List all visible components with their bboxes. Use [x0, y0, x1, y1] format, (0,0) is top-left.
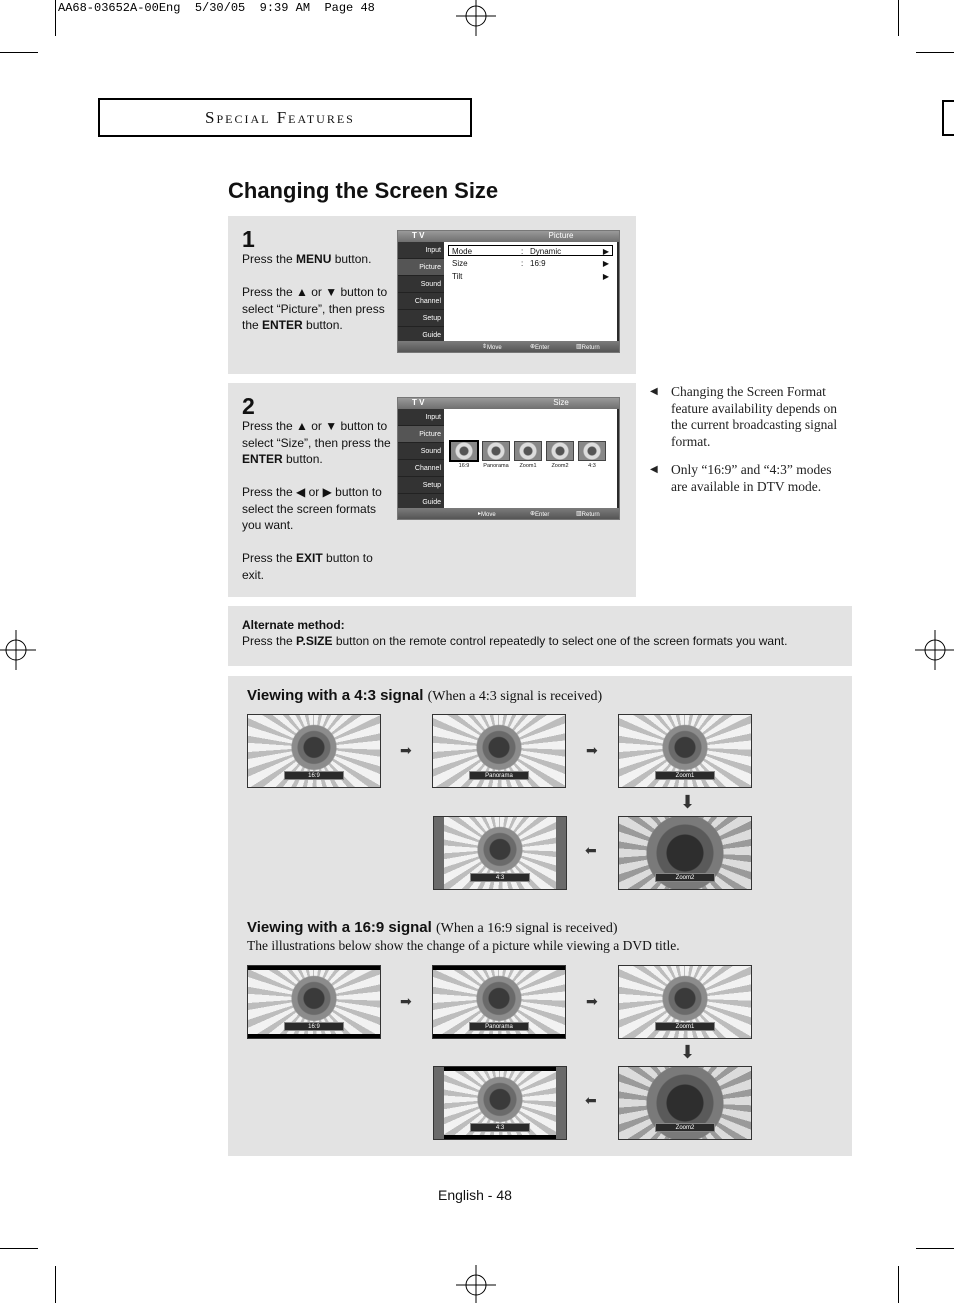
view169-picture-zoom1: Zoom1: [618, 965, 752, 1039]
crop-mark: [0, 1248, 38, 1249]
crop-mark: [55, 1266, 56, 1303]
menu-item-picture: Picture: [398, 259, 444, 276]
view43-picture-zoom1: Zoom1: [618, 714, 752, 788]
print-header: AA68-03652A-00Eng 5/30/05 9:39 AM Page 48: [58, 1, 375, 15]
menu-footer-bar: [398, 508, 619, 519]
view43-picture-16-9: 16:9: [247, 714, 381, 788]
menu-item-guide: Guide: [398, 327, 444, 344]
note-2: ◀ Only “16:9” and “4:3” modes are available in DTV mode.: [650, 462, 832, 494]
view169-picture-16-9: 16:9: [247, 965, 381, 1039]
view43-picture-zoom2: Zoom2: [618, 816, 752, 890]
menu-footer-bar: [398, 341, 619, 352]
registration-mark-icon: [456, 1265, 496, 1303]
arrow-down-icon: ⬇: [680, 1042, 696, 1062]
picture-menu-screen: T V Picture Input Picture Sound Channel Setup Guide Mode : Dynamic ▶ Size : 16:9 ▶ Tilt ▶ ⇕ Move ⊕ Enter ▥ Return: [397, 230, 620, 353]
menu-item-input: Input: [398, 242, 444, 259]
view169-picture-panorama: Panorama: [432, 965, 566, 1039]
menu-row-size: Size : 16:9 ▶: [452, 259, 609, 268]
enter-hint: ⊕ Enter: [530, 511, 550, 518]
arrow-right-icon: ➡: [400, 993, 412, 1009]
return-hint: ▥ Return: [576, 511, 600, 518]
size-thumb-zoom1: [514, 441, 542, 461]
registration-mark-icon: [915, 630, 954, 670]
section-title: Special Features: [205, 108, 355, 127]
alternate-title: Alternate method:: [242, 618, 345, 632]
menu-panel: [444, 242, 617, 341]
registration-mark-icon: [456, 0, 496, 36]
crop-mark: [55, 0, 56, 36]
size-thumb-panorama: [482, 441, 510, 461]
crop-mark: [0, 52, 38, 53]
menu-item-sound: Sound: [398, 276, 444, 293]
arrow-right-icon: ➡: [586, 742, 598, 758]
arrow-right-icon: ➡: [586, 993, 598, 1009]
arrow-down-icon: ⬇: [680, 792, 696, 812]
move-hint: ▸ Move: [478, 511, 496, 518]
arrow-right-icon: ➡: [400, 742, 412, 758]
menu-item-setup: Setup: [398, 477, 444, 494]
menu-sidebar: [398, 242, 444, 341]
size-thumb-16-9: [450, 441, 478, 461]
enter-hint: ⊕ Enter: [530, 344, 550, 351]
crop-mark: [898, 1266, 899, 1303]
alternate-text: Press the P.SIZE button on the remote control repeatedly to select one of the screen formats you want.: [242, 634, 788, 648]
section-header: [98, 98, 472, 137]
step-1-panel: [228, 216, 636, 374]
step-number: 1: [242, 226, 255, 252]
page-tab: [942, 100, 954, 136]
alternate-method-box: [228, 606, 852, 666]
step-1-text: Press the MENU button. Press the ▲ or ▼ button to select “Picture”, then press the ENTER button.: [242, 252, 388, 332]
crop-mark: [916, 52, 954, 53]
step-number: 2: [242, 393, 255, 419]
move-hint: ⇕ Move: [482, 344, 502, 351]
menu-item-sound: Sound: [398, 443, 444, 460]
menu-row-tilt: Tilt ▶: [452, 272, 609, 281]
return-hint: ▥ Return: [576, 344, 600, 351]
menu-item-setup: Setup: [398, 310, 444, 327]
view169-picture-4-3: 4:3: [433, 1066, 567, 1140]
arrow-left-icon: ⬅: [585, 842, 597, 858]
menu-item-input: Input: [398, 409, 444, 426]
crop-mark: [916, 1248, 954, 1249]
view43-picture-4-3: 4:3: [433, 816, 567, 890]
menu-row-mode: Mode : Dynamic ▶: [448, 245, 613, 256]
view169-description: The illustrations below show the change of a picture while viewing a DVD title.: [247, 938, 680, 953]
menu-sidebar: [398, 409, 444, 508]
page-footer: English - 48: [438, 1187, 512, 1203]
note-bullet-icon: ◀: [650, 386, 658, 397]
menu-item-picture: Picture: [398, 426, 444, 443]
note-1: ◀ Changing the Screen Format feature availability depends on the current broadcasting signal format.: [650, 384, 838, 449]
menu-panel: 16:9 Panorama Zoom1 Zoom2 4:3: [444, 409, 617, 508]
size-thumb-4-3: [578, 441, 606, 461]
page-title: Changing the Screen Size: [228, 178, 499, 203]
view169-picture-zoom2: Zoom2: [618, 1066, 752, 1140]
menu-title: Size: [553, 398, 569, 407]
menu-item-channel: Channel: [398, 460, 444, 477]
menu-item-channel: Channel: [398, 293, 444, 310]
registration-mark-icon: [0, 630, 36, 670]
viewing-panel: [228, 676, 852, 1156]
size-menu-screen: T V Size Input Picture Sound Channel Setup Guide 16:9 Panorama Zoom1 Zoom2 4:3 ▸ Move ⊕ Enter ▥ Return: [397, 397, 620, 520]
arrow-left-icon: ⬅: [585, 1092, 597, 1108]
size-thumb-zoom2: [546, 441, 574, 461]
view43-picture-panorama: Panorama: [432, 714, 566, 788]
step-2-panel: [228, 383, 636, 597]
menu-item-guide: Guide: [398, 494, 444, 511]
view43-heading: Viewing with a 4:3 signal (When a 4:3 signal is received): [247, 687, 603, 704]
crop-mark: [898, 0, 899, 36]
menu-title: Picture: [548, 231, 574, 240]
note-bullet-icon: ◀: [650, 464, 658, 475]
step-2-text: Press the ▲ or ▼ button to select “Size”, then press the ENTER button. Press the ◀ or ▶ button to select the screen formats you want. Press the EXIT button to exit.: [242, 419, 391, 582]
view169-heading: Viewing with a 16:9 signal (When a 16:9 signal is received): [247, 919, 618, 936]
